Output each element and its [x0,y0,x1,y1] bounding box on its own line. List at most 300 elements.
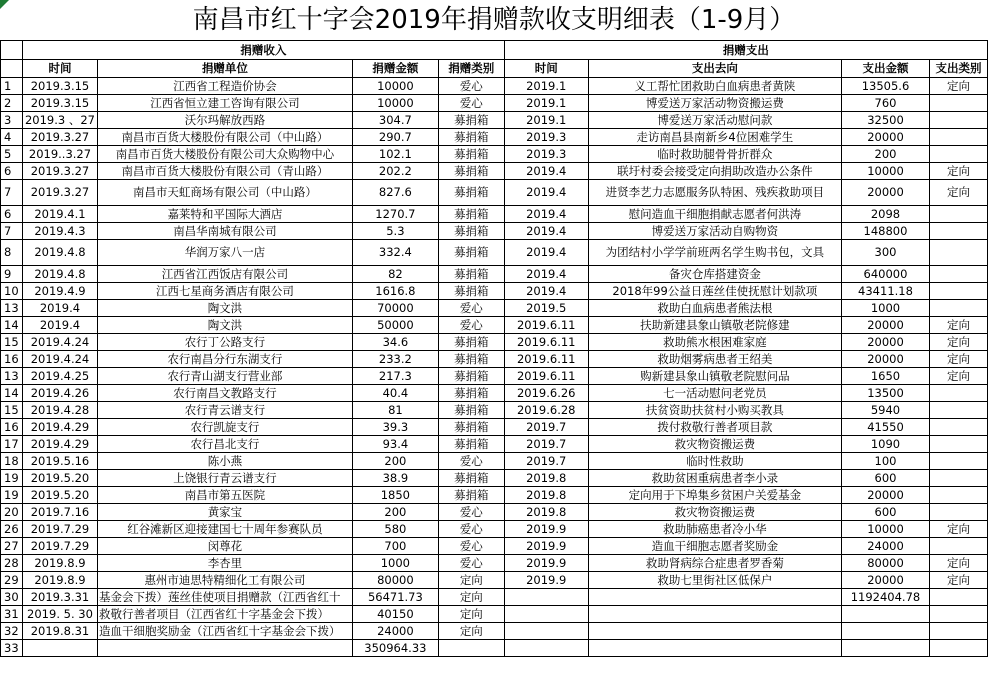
header-in-amount: 捐赠金额 [352,60,438,78]
row-number-cell: 20 [1,504,23,521]
expense-amount-cell: 2098 [842,206,930,223]
row-number-cell: 17 [1,436,23,453]
table-row [1,334,988,351]
expense-amount-cell: 24000 [842,538,930,555]
expense-date-cell: 2019.8 [504,487,588,504]
expense-destination-cell: 救助烟雾病患者王绍美 [588,351,841,368]
expense-destination-cell: 拨付救敬行善者项目款 [588,419,841,436]
expense-amount-cell [842,606,930,623]
donor-cell: 沃尔玛解放西路 [97,112,352,129]
expense-amount-cell: 20000 [842,180,930,206]
income-category-cell [438,640,504,657]
income-category-cell: 募捐箱 [438,419,504,436]
income-amount-cell: 1850 [352,487,438,504]
expense-category-cell: 定向 [929,317,987,334]
income-category-cell: 爱心 [438,504,504,521]
income-date-cell: 2019.4.24 [22,351,97,368]
expense-destination-cell: 走访南昌县南新乡4位困难学生 [588,129,841,146]
income-date-cell: 2019.4.25 [22,368,97,385]
expense-destination-cell: 造血干细胞志愿者奖励金 [588,538,841,555]
table-row [1,206,988,223]
expense-category-cell: 定向 [929,368,987,385]
table-row [1,78,988,95]
row-number-cell: 15 [1,402,23,419]
income-amount-cell: 580 [352,521,438,538]
blank-cell [1,60,23,78]
section-income: 捐赠收入 [22,41,504,60]
income-category-cell: 募捐箱 [438,487,504,504]
donor-cell: 闵尊花 [97,538,352,555]
row-number-cell: 8 [1,240,23,266]
income-amount-cell: 56471.73 [352,589,438,606]
expense-amount-cell: 1192404.78 [842,589,930,606]
donor-cell: 南昌市百货大楼股份有限公司（青山路） [97,163,352,180]
table-row [1,589,988,606]
income-amount-cell: 200 [352,453,438,470]
expense-date-cell: 2019.8 [504,504,588,521]
expense-category-cell [929,129,987,146]
income-amount-cell: 202.2 [352,163,438,180]
table-row [1,283,988,300]
table-row [1,223,988,240]
expense-destination-cell [588,589,841,606]
income-amount-cell: 24000 [352,623,438,640]
donor-cell: 江西省恒立建工咨询有限公司 [97,95,352,112]
expense-date-cell: 2019.9 [504,538,588,555]
page-title: 南昌市红十字会2019年捐赠款收支明细表（1-9月） [192,5,796,35]
row-number-cell: 7 [1,180,23,206]
expense-destination-cell: 临时救助腿骨骨折群众 [588,146,841,163]
expense-category-cell: 定向 [929,521,987,538]
income-date-cell: 2019.3.15 [22,78,97,95]
income-category-cell: 募捐箱 [438,266,504,283]
expense-amount-cell: 20000 [842,129,930,146]
expense-destination-cell: 救灾物资搬运费 [588,504,841,521]
expense-category-cell [929,95,987,112]
donor-cell: 南昌市第五医院 [97,487,352,504]
expense-destination-cell: 救助熊水根困难家庭 [588,334,841,351]
table-row [1,453,988,470]
donor-cell: 红谷滩新区迎接建国七十周年参赛队员 [97,521,352,538]
table-row [1,504,988,521]
donor-cell: 南昌华南城有限公司 [97,223,352,240]
income-date-cell: 2019. 5. 30 [22,606,97,623]
row-number-cell: 32 [1,623,23,640]
income-category-cell: 募捐箱 [438,206,504,223]
income-amount-cell: 233.2 [352,351,438,368]
income-date-cell: 2019.3.31 [22,589,97,606]
income-date-cell: 2019..3.27 [22,146,97,163]
income-date-cell: 2019.4.26 [22,385,97,402]
income-date-cell: 2019.5.16 [22,453,97,470]
expense-destination-cell: 救助白血病患者熊法根 [588,300,841,317]
expense-date-cell: 2019.4 [504,266,588,283]
expense-amount-cell: 20000 [842,572,930,589]
income-date-cell: 2019.4 [22,300,97,317]
row-number-cell: 14 [1,385,23,402]
header-out-amount: 支出金额 [842,60,930,78]
expense-amount-cell: 20000 [842,487,930,504]
row-number-cell: 10 [1,283,23,300]
expense-category-cell [929,436,987,453]
expense-date-cell: 2019.6.11 [504,368,588,385]
expense-category-cell [929,240,987,266]
expense-amount-cell: 300 [842,240,930,266]
header-in-date: 时间 [22,60,97,78]
expense-date-cell: 2019.4 [504,283,588,300]
income-date-cell: 2019.7.29 [22,521,97,538]
expense-amount-cell: 32500 [842,112,930,129]
donation-table [0,40,988,657]
expense-category-cell [929,504,987,521]
income-date-cell: 2019.4.3 [22,223,97,240]
expense-category-cell: 定向 [929,180,987,206]
donor-cell: 嘉莱特和平国际大酒店 [97,206,352,223]
donor-cell: 农行凯旋支行 [97,419,352,436]
income-date-cell: 2019.4.1 [22,206,97,223]
expense-amount-cell: 148800 [842,223,930,240]
income-category-cell: 募捐箱 [438,436,504,453]
row-number-cell: 18 [1,453,23,470]
blank-cell [1,41,23,60]
table-row [1,351,988,368]
expense-category-cell [929,266,987,283]
expense-date-cell: 2019.9 [504,521,588,538]
expense-date-cell [504,589,588,606]
income-amount-cell: 217.3 [352,368,438,385]
header-in-donor: 捐赠单位 [97,60,352,78]
income-amount-cell: 40.4 [352,385,438,402]
income-amount-cell: 304.7 [352,112,438,129]
expense-date-cell: 2019.4 [504,163,588,180]
expense-category-cell [929,538,987,555]
row-number-cell: 29 [1,572,23,589]
expense-category-cell [929,300,987,317]
table-row [1,95,988,112]
expense-destination-cell: 救助七里街社区低保户 [588,572,841,589]
table-row [1,572,988,589]
expense-date-cell: 2019.6.26 [504,385,588,402]
expense-amount-cell: 640000 [842,266,930,283]
income-amount-cell: 200 [352,504,438,521]
donor-cell: 上饶银行青云谱支行 [97,470,352,487]
income-amount-cell: 81 [352,402,438,419]
donor-cell: 惠州市迪思特精细化工有限公司 [97,572,352,589]
expense-destination-cell [588,640,841,657]
expense-amount-cell: 100 [842,453,930,470]
income-category-cell: 募捐箱 [438,334,504,351]
expense-amount-cell: 1650 [842,368,930,385]
income-category-cell: 募捐箱 [438,129,504,146]
donor-cell: 华润万家八一店 [97,240,352,266]
income-amount-cell: 40150 [352,606,438,623]
expense-destination-cell: 救助肺癌患者冷小华 [588,521,841,538]
table-row [1,240,988,266]
income-category-cell: 募捐箱 [438,240,504,266]
row-number-cell: 6 [1,206,23,223]
expense-date-cell: 2019.9 [504,555,588,572]
income-amount-cell: 10000 [352,95,438,112]
income-date-cell: 2019.3.27 [22,129,97,146]
expense-category-cell [929,589,987,606]
income-category-cell: 爱心 [438,78,504,95]
income-amount-cell: 39.3 [352,419,438,436]
income-category-cell: 募捐箱 [438,223,504,240]
donor-cell: 陶文洪 [97,317,352,334]
expense-amount-cell: 80000 [842,555,930,572]
income-amount-cell: 102.1 [352,146,438,163]
income-date-cell: 2019.4 [22,317,97,334]
income-date-cell: 2019.3.27 [22,180,97,206]
expense-destination-cell: 定向用于下埠集乡贫困户关爱基金 [588,487,841,504]
income-amount-cell: 1270.7 [352,206,438,223]
income-date-cell: 2019.4.9 [22,283,97,300]
expense-amount-cell: 600 [842,470,930,487]
donor-cell: 农行南昌分行东湖支行 [97,351,352,368]
expense-category-cell [929,623,987,640]
donor-cell: 造血干细胞奖励金（江西省红十字基金会下拨） [97,623,352,640]
expense-destination-cell: 购新建县象山镇敬老院慰问品 [588,368,841,385]
expense-destination-cell: 备灾仓库搭建资金 [588,266,841,283]
expense-date-cell: 2019.1 [504,78,588,95]
table-row [1,163,988,180]
expense-destination-cell [588,606,841,623]
income-date-cell: 2019.8.31 [22,623,97,640]
donor-cell: 农行南昌文教路支行 [97,385,352,402]
income-date-cell: 2019.5.20 [22,487,97,504]
income-category-cell: 爱心 [438,317,504,334]
header-out-destination: 支出去向 [588,60,841,78]
income-amount-cell: 70000 [352,300,438,317]
income-date-cell: 2019.8.9 [22,572,97,589]
expense-date-cell: 2019.9 [504,572,588,589]
row-number-cell: 14 [1,317,23,334]
row-number-cell: 16 [1,351,23,368]
expense-amount-cell [842,640,930,657]
donor-cell: 江西七星商务酒店有限公司 [97,283,352,300]
row-number-cell: 13 [1,368,23,385]
income-category-cell: 爱心 [438,95,504,112]
table-body [1,78,988,657]
expense-date-cell: 2019.4 [504,180,588,206]
table-row [1,538,988,555]
income-category-cell: 募捐箱 [438,402,504,419]
expense-amount-cell: 5940 [842,402,930,419]
income-category-cell: 募捐箱 [438,368,504,385]
expense-destination-cell: 进贤李艺力志愿服务队特困、残疾救助项目 [588,180,841,206]
income-date-cell: 2019.8.9 [22,555,97,572]
table-row [1,487,988,504]
income-amount-cell: 50000 [352,317,438,334]
income-category-cell: 定向 [438,589,504,606]
donor-cell: 基金会下拨）莲丝佳使项目捐赠款（江西省红十 [97,589,352,606]
expense-date-cell: 2019.6.28 [504,402,588,419]
donor-cell: 南昌市天虹商场有限公司（中山路） [97,180,352,206]
income-amount-cell: 34.6 [352,334,438,351]
expense-destination-cell: 救灾物资搬运费 [588,436,841,453]
table-row [1,368,988,385]
expense-amount-cell: 10000 [842,163,930,180]
income-amount-cell: 332.4 [352,240,438,266]
donor-cell: 农行昌北支行 [97,436,352,453]
row-number-cell: 31 [1,606,23,623]
income-amount-cell: 82 [352,266,438,283]
donor-cell: 陶文洪 [97,300,352,317]
income-date-cell [22,640,97,657]
income-amount-cell: 350964.33 [352,640,438,657]
row-number-cell: 7 [1,223,23,240]
donor-cell: 陈小燕 [97,453,352,470]
row-number-cell: 19 [1,487,23,504]
header-out-date: 时间 [504,60,588,78]
expense-category-cell [929,283,987,300]
table-row [1,623,988,640]
expense-date-cell: 2019.6.11 [504,334,588,351]
row-number-cell: 15 [1,334,23,351]
donor-cell: 李杏里 [97,555,352,572]
expense-destination-cell: 博爱送万家活动自购物资 [588,223,841,240]
income-date-cell: 2019.3 、27 [22,112,97,129]
expense-destination-cell: 七一活动慰问老党员 [588,385,841,402]
expense-category-cell: 定向 [929,163,987,180]
income-date-cell: 2019.4.28 [22,402,97,419]
income-category-cell: 定向 [438,606,504,623]
row-number-cell: 5 [1,146,23,163]
expense-destination-cell: 扶贫资助扶贫村小购买教具 [588,402,841,419]
expense-category-cell: 定向 [929,334,987,351]
donor-cell: 江西省工程造价协会 [97,78,352,95]
donor-cell: 救敬行善者项目（江西省红十字基金会下拨） [97,606,352,623]
expense-category-cell [929,223,987,240]
expense-category-cell: 定向 [929,78,987,95]
expense-date-cell: 2019.4 [504,206,588,223]
expense-category-cell [929,453,987,470]
income-category-cell: 募捐箱 [438,112,504,129]
income-category-cell: 爱心 [438,538,504,555]
donor-cell: 南昌市百货大楼股份有限公司大众购物中心 [97,146,352,163]
row-number-cell: 30 [1,589,23,606]
row-number-cell: 19 [1,470,23,487]
income-date-cell: 2019.3.15 [22,95,97,112]
section-expense: 捐赠支出 [504,41,987,60]
income-amount-cell: 827.6 [352,180,438,206]
row-number-cell: 26 [1,521,23,538]
income-amount-cell: 80000 [352,572,438,589]
row-number-cell: 6 [1,163,23,180]
expense-category-cell [929,419,987,436]
donor-cell: 南昌市百货大楼股份有限公司（中山路） [97,129,352,146]
income-amount-cell: 10000 [352,78,438,95]
expense-category-cell [929,146,987,163]
row-number-cell: 4 [1,129,23,146]
expense-date-cell: 2019.5 [504,300,588,317]
table-row [1,470,988,487]
row-number-cell: 9 [1,266,23,283]
expense-destination-cell: 博爱送万家活动慰问款 [588,112,841,129]
expense-destination-cell: 慰问造血干细胞捐献志愿者何洪涛 [588,206,841,223]
expense-date-cell: 2019.7 [504,453,588,470]
expense-date-cell [504,606,588,623]
income-date-cell: 2019.4.8 [22,240,97,266]
income-date-cell: 2019.7.29 [22,538,97,555]
table-row [1,300,988,317]
expense-category-cell [929,487,987,504]
row-number-cell: 28 [1,555,23,572]
expense-amount-cell: 13505.6 [842,78,930,95]
expense-date-cell [504,623,588,640]
donor-cell: 农行青云谱支行 [97,402,352,419]
donor-cell: 农行青山湖支行营业部 [97,368,352,385]
expense-date-cell: 2019.7 [504,419,588,436]
income-date-cell: 2019.4.29 [22,419,97,436]
row-number-cell: 2 [1,95,23,112]
income-category-cell: 爱心 [438,521,504,538]
expense-destination-cell: 临时性救助 [588,453,841,470]
row-number-cell: 27 [1,538,23,555]
expense-category-cell [929,385,987,402]
expense-amount-cell: 20000 [842,317,930,334]
income-amount-cell: 1000 [352,555,438,572]
income-amount-cell: 5.3 [352,223,438,240]
income-category-cell: 爱心 [438,453,504,470]
expense-date-cell: 2019.3 [504,146,588,163]
expense-category-cell [929,402,987,419]
expense-destination-cell [588,623,841,640]
table-row [1,606,988,623]
expense-category-cell [929,112,987,129]
expense-destination-cell: 救助贫困重病患者李小录 [588,470,841,487]
table-row [1,555,988,572]
income-category-cell: 定向 [438,572,504,589]
expense-amount-cell: 41550 [842,419,930,436]
expense-date-cell: 2019.7 [504,436,588,453]
expense-category-cell [929,606,987,623]
income-date-cell: 2019.4.29 [22,436,97,453]
expense-destination-cell: 义工帮忙团救助白血病患者黄陕 [588,78,841,95]
table-row [1,436,988,453]
income-amount-cell: 290.7 [352,129,438,146]
donor-cell: 农行丁公路支行 [97,334,352,351]
table-row [1,521,988,538]
income-date-cell: 2019.4.8 [22,266,97,283]
header-in-category: 捐赠类别 [438,60,504,78]
donor-cell [97,640,352,657]
expense-category-cell: 定向 [929,572,987,589]
income-date-cell: 2019.3.27 [22,163,97,180]
expense-amount-cell: 20000 [842,351,930,368]
expense-amount-cell: 200 [842,146,930,163]
expense-category-cell: 定向 [929,555,987,572]
expense-amount-cell: 10000 [842,521,930,538]
expense-date-cell: 2019.4 [504,240,588,266]
income-amount-cell: 700 [352,538,438,555]
expense-date-cell: 2019.1 [504,112,588,129]
expense-category-cell: 定向 [929,351,987,368]
expense-destination-cell: 为团结村小学学前班两名学生购书包，文具 [588,240,841,266]
expense-amount-cell: 13500 [842,385,930,402]
expense-date-cell: 2019.6.11 [504,317,588,334]
table-row [1,317,988,334]
expense-destination-cell: 2018年99公益日莲丝佳使抚慰计划款项 [588,283,841,300]
table-row [1,640,988,657]
expense-amount-cell: 43411.18 [842,283,930,300]
section-header-row [1,41,988,60]
income-category-cell: 募捐箱 [438,163,504,180]
expense-amount-cell: 600 [842,504,930,521]
expense-destination-cell: 救助肾病综合症患者罗香菊 [588,555,841,572]
income-amount-cell: 38.9 [352,470,438,487]
income-category-cell: 募捐箱 [438,470,504,487]
